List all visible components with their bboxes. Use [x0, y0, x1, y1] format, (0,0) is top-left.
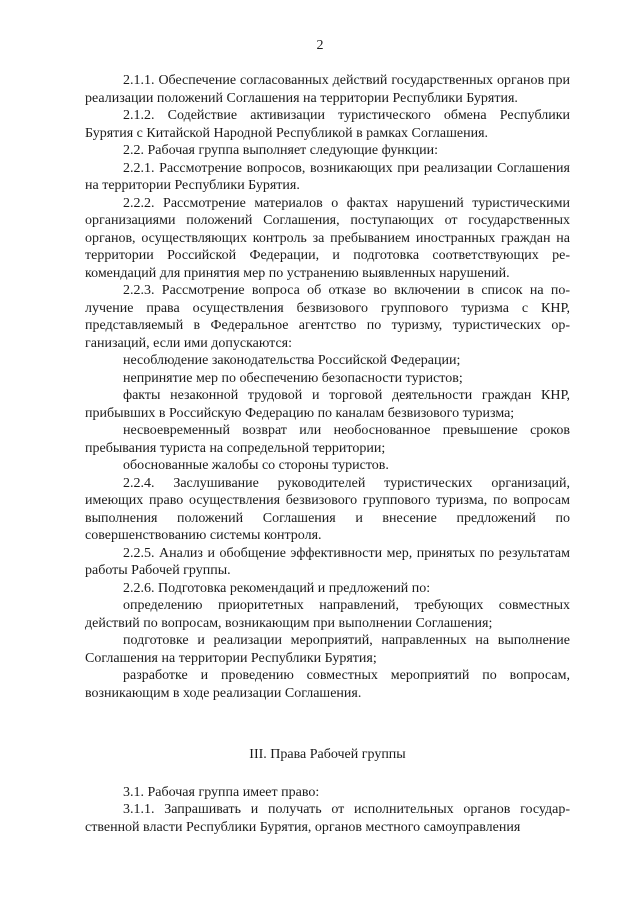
paragraph-2-2-3: 2.2.3. Рассмотрение вопроса об отказе во включении в список на получение права осуществления безвизового группового туризма с КНР, представляемый в Федеральное агентство по туризму, туристических организаций, если ими допускаются: [85, 283, 570, 351]
paragraph-3-1-1: 3.1.1. Запрашивать и получать от исполнительных органов государственной власти Республики Бурятия, органов местного самоуправления [85, 802, 570, 835]
document-body [85, 72, 570, 836]
section-spacer [85, 702, 570, 746]
list-item-preparation: подготовке и реализации мероприятий, направленных на выполнение Соглашения на территории Республики Бурятия; [85, 633, 570, 666]
list-item-safety: непринятие мер по обеспечению безопасности туристов; [123, 370, 463, 386]
paragraph-2-2-2: 2.2.2. Рассмотрение материалов о фактах нарушений туристическими организациями положений Соглашения, поступающих от государственных органов, осуществляющих контроль за пребыванием иностранных граждан на территории Российской Федерации, и подготовка соответствующих рекомендаций для принятия мер по устранению выявленных нарушений. [85, 195, 570, 281]
paragraph-2-2-5: 2.2.5. Анализ и обобщение эффективности мер, принятых по результатам работы Рабочей группы. [85, 545, 570, 578]
list-item-priorities: определению приоритетных направлений, требующих совместных действий по вопросам, возникающим при выполнении Соглашения; [85, 598, 570, 631]
paragraph-2-2-1: 2.2.1. Рассмотрение вопросов, возникающих при реализации Соглашения на территории Республики Бурятия. [85, 160, 570, 193]
list-item-illegal-activity: факты незаконной трудовой и торговой деятельности граждан КНР, прибывших в Российскую Федерацию по каналам безвизового туризма; [85, 388, 570, 421]
page-number: 2 [316, 38, 324, 53]
paragraph-3-1: 3.1. Рабочая группа имеет право: [123, 784, 320, 800]
paragraph-2-2: 2.2. Рабочая группа выполняет следующие функции: [123, 143, 438, 158]
paragraph-2-2-6: 2.2.6. Подготовка рекомендаций и предложений по: [123, 580, 431, 596]
paragraph-2-1-2: 2.1.2. Содействие активизации туристического обмена Республики Бурятия с Китайской Народной Республикой в рамках Соглашения. [85, 108, 570, 141]
section-heading: III. Права Рабочей группы [249, 747, 406, 762]
list-item-joint-events: разработке и проведению совместных мероприятий по вопросам, возникающим в ходе реализации Соглашения. [85, 668, 570, 701]
heading-spacer [85, 764, 570, 784]
paragraph-2-2-4: 2.2.4. Заслушивание руководителей туристических организаций, имеющих право осуществления безвизового группового туризма, по вопросам выполнения положений Соглашения и внесение предложений по совершенствованию системы контроля. [85, 475, 570, 543]
paragraph-2-1-1: 2.1.1. Обеспечение согласованных действий государственных органов при реализации положений Соглашения на территории Республики Бурятия. [85, 73, 570, 106]
list-item-complaints: обоснованные жалобы со стороны туристов. [123, 458, 389, 473]
list-item-legislation: несоблюдение законодательства Российской Федерации; [123, 353, 461, 368]
list-item-overstay: несвоевременный возврат или необоснованное превышение сроков пребывания туриста на сопредельной территории; [85, 423, 570, 456]
